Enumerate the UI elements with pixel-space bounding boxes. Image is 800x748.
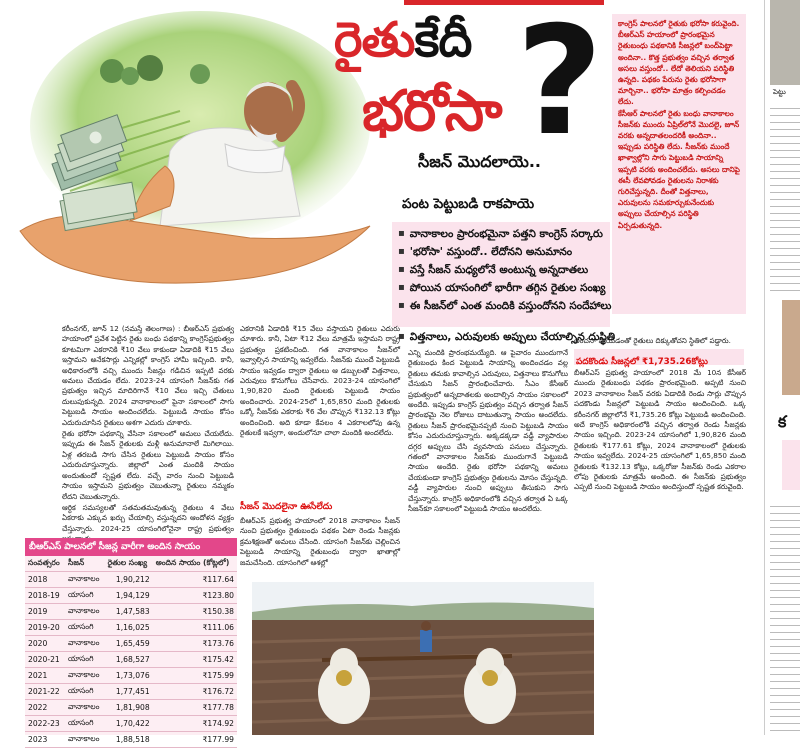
subtitle-investment: పంట పెట్టుబడి రాకపాయె [402, 196, 535, 212]
table-cell: ₹111.06 [153, 620, 237, 636]
next-article-heading: క [778, 412, 787, 431]
table-cell: 1,16,025 [105, 620, 153, 636]
headline-word-kedi: కేదీ [414, 12, 472, 68]
field-photo [252, 582, 594, 735]
bullet-text: పోయిన యాసంగిలో భారీగా తగ్గిన రైతుల సంఖ్య [409, 282, 606, 294]
table-cell: 2021 [25, 668, 65, 684]
table-cell: ₹117.64 [153, 572, 237, 588]
table-row [25, 604, 237, 620]
table-cell: 1,65,459 [105, 636, 153, 652]
table-cell: 1,88,518 [105, 732, 153, 748]
bullet-dot-icon: ▪ [398, 331, 405, 342]
section-heading-eleven-seasons [574, 349, 744, 365]
table-cell: 2020-21 [25, 652, 65, 668]
sidebar-quote [612, 14, 746, 314]
table-cell: ₹123.80 [153, 588, 237, 604]
article-column-2 [240, 324, 400, 502]
table-row [25, 588, 237, 604]
next-article-photo-top [770, 0, 800, 85]
article-paragraph: కరీంనగర్, జూన్ 12 (నమస్తే తెలంగాణ) : బీఆర్ఎస్ ప్రభుత్వ హయాంలో ప్రవేశ పెట్టిన రైతు బంధు పథకాన్ని కాంగ్రెస్‌ప్రభుత్వం కూటమిగా ఎకరానికి ₹10 వేలు కాకుండా ఏడాదికి ₹15 వేలు ఇస్తామని అనేకసార్లు ఎన్నికల్లో కాంగ్రెస్ హామీ ఇచ్చింది. కానీ, అధికారంలోకి వచ్చి ముందు సీజన్లు గడిచిన ఇప్పటి వరకు అమలు చేయడం లేదు. 2023-24 యాసంగి సీజన్‌కు గత ప్రభుత్వం ఇచ్చిన మాదిరిగానే ₹10 వేలు ఇచ్చి చేతులు దులుపుకున్నది. 2024 వానాకాలంలో పైనా సకాలంలో సాగు పెట్టుబడి సాయం అందించలేదు. పెట్టుబడి సాయం కోసం ఎదురుచూసిన రైతులు ఆశగా ఎదురు చూశారు. [62, 324, 234, 427]
table-row [25, 732, 237, 748]
bullet-text: ఈ సీజన్‌లో ఎంత మందికి వస్తుందోనని సందేహాలు [409, 300, 612, 312]
table-cell: 1,47,583 [105, 604, 153, 620]
table-row [25, 652, 237, 668]
bullet-text: 'భరోసా' వస్తుందో.. లేదోనని అనుమానం [409, 246, 573, 258]
table-cell: వానాకాలం [65, 572, 105, 588]
subtitle-season: సీజన్ మొదలాయె.. [418, 152, 541, 171]
table-cell: 2019-20 [25, 620, 65, 636]
table-row [25, 668, 237, 684]
season-table [25, 538, 237, 744]
table-header-cell: సీజన్ [65, 556, 105, 572]
bullet-text: వస్తే సీజన్ మధ్యలోనే అంటున్న అన్నదాతలు [409, 264, 589, 276]
headline-line2: భరోసా [362, 79, 502, 144]
table-cell: వానాకాలం [65, 732, 105, 748]
bullet-dot-icon: ▪ [398, 282, 405, 293]
table-row [25, 636, 237, 652]
sidebar-quote-para: కాంగ్రెస్ పాలనలో రైతుకు భరోసా కరువైంది. బీఆర్ఎస్ హయాంలో ప్రారంభమైన రైతుబంధు పథకానికి సీజన్లలో బంద్‌పెట్టా అందినా.. కొత్త ప్రభుత్వం వచ్చిన తర్వాత అసలు వస్తుందో.. లేదో తెలియని పరిస్థితి ఉన్నది. పథకం పేరును రైతు భరోసాగా మార్చినా.. భరోసా మాత్రం కల్పించడం లేదు. [618, 19, 740, 107]
table-cell: వానాకాలం [65, 700, 105, 716]
table-row [25, 684, 237, 700]
article-paragraph: రైతు భరోసా పథకాన్ని వేసినా సకాలంలో అమలు చేయలేదు. ఇప్పుడు ఈ సీజన్ రైతులకు మళ్లీ అనుమానాలే మిగిలాయి. ఏళ్ల తరబడి సాగు చేసిన రైతులు పెట్టుబడి సాయం కోసం ఎదురుచూస్తున్నారు. జిల్లాలో ఎంత మందికి సాయం అందుతుందో స్పష్టత లేదు. వచ్చే వారం నుంచి పెట్టుబడి సాయం ఇస్తామని ప్రభుత్వం చెబుతున్నా రైతులు నమ్మకం లేదని చెబుతున్నారు. [62, 429, 234, 501]
article-column-4 [574, 336, 746, 348]
bullet-dot-icon: ▪ [398, 246, 405, 257]
article-paragraph: బీఆర్ఎస్ ప్రభుత్వ హయాంలో 2018 మే 10న కేసీఆర్ ముందు రైతుబంధు పథకం ప్రారంభమైంది. అప్పటి నుంచి 2023 వానాకాలం సీజన్ వరకు ఏడాదికి రెండు సార్లు చొప్పున పదకొండు సీజన్లలో పెట్టుబడి సాయం అందించింది. ఒక్క కరీంనగర్ జిల్లాలోనే ₹1,735.26 కోట్లు పెట్టుబడి అందించింది. అదే కాంగ్రెస్ అధికారంలోకి వచ్చిన తర్వాత రెండు సీజన్లకు సాయం ఇచ్చింది. 2023-24 యాసంగిలో 1,90,826 మంది రైతులకు ₹177.61 కోట్లు, 2024 వానాకాలంలో రైతులకు సాయం ఇవ్వలేదు. 2024-25 యాసంగిలో 1,65,850 మంది రైతులకు ₹132.13 కోట్లు, ఒక్కరోజు సీజన్‌కు రెండు ఎకరాల లోపు రైతులకు మాత్రమే అందింది. ఈ సీజన్‌కు ప్రభుత్వం ఎప్పటి నుంచి పెట్టుబడి సాయం అందిస్తుందో స్పష్టత కరువైంది. [574, 368, 746, 492]
table-row [25, 572, 237, 588]
table-cell: వానాకాలం [65, 636, 105, 652]
table-cell: 1,90,212 [105, 572, 153, 588]
table-header-cell: అందిన సాయం (కోట్లలో) [153, 556, 237, 572]
table-row [25, 716, 237, 732]
table-cell: 1,81,908 [105, 700, 153, 716]
article-paragraph: ఎన్ని మందికి ప్రారంభమయ్యేది. ఆ పైవారం ముందుగానే రైతుబంధు కింద పెట్టుబడి సాయాన్ని అందించడం వల్ల రైతులు తమకు కావాల్సిన ఎరువులు, విత్తనాలు కొనుగోలు చేసుకుని సీజన్ ప్రారంభించేవారు. సీఎం కేసీఆర్ ప్రభుత్వంలో అన్నదాతలకు అందాల్సిన సాయం సకాలంలో అందేది. ఇప్పుడు కాంగ్రెస్ ప్రభుత్వం వచ్చిన తర్వాత సీజన్ ప్రారంభమై నెల రోజులు దాటుతున్నా సాయం అందలేదు. రైతులు సీజన్ ప్రారంభమైనప్పటి నుంచి పెట్టుబడి సాయం కోసం ఎదురుచూస్తున్నారు. అక్కడక్కడా వడ్డీ వ్యాపారుల దగ్గర అప్పులు చేసి వ్యవసాయ పనులు చేస్తున్నారు. గతంలో వానాకాలం సీజన్‌కు ముందుగానే పెట్టుబడి సాయం అందేది. రైతు భరోసా పథకాన్ని అమలు చేయకుండా కాంగ్రెస్ ప్రభుత్వం రైతులను మోసం చేస్తున్నది. వడ్డీ వ్యాపారుల నుంచి అప్పులు తీసుకుని సాగు చేస్తున్నారు. కాంగ్రెస్ అధికారంలోకి వచ్చిన తర్వాత ఏ ఒక్క సీజన్‌కూ సకాలంలో పెట్టుబడి సాయం అందలేదు. [408, 348, 568, 514]
table-cell: 1,70,422 [105, 716, 153, 732]
section-heading-text: పదకొండు సీజన్లలో ₹1,735.26కోట్లు [576, 357, 708, 367]
headline [312, 0, 612, 169]
headline-line1 [334, 10, 471, 70]
next-article-bullets [782, 440, 800, 490]
bullet-dot-icon: ▪ [398, 264, 405, 275]
bullet-item [398, 298, 610, 316]
table-cell: 1,73,076 [105, 668, 153, 684]
table-cell: యాసంగి [65, 652, 105, 668]
table-cell: 2020 [25, 636, 65, 652]
bullet-text: వానాకాలం ప్రారంభమైనా పత్తని కాంగ్రెస్ సర్కారు [409, 228, 603, 240]
table-cell: యాసంగి [65, 716, 105, 732]
next-article-photo-mid [782, 300, 800, 395]
bullet-dot-icon: ▪ [398, 300, 405, 311]
table-header-row [25, 556, 237, 572]
table-cell: 2019 [25, 604, 65, 620]
table-cell: యాసంగి [65, 588, 105, 604]
table-header-cell: సంవత్సరం [25, 556, 65, 572]
table-cell: ₹177.99 [153, 732, 237, 748]
sidebar-quote-para: కేసీఆర్ పాలనలో రైతు బంధు వానాకాలం సీజన్‌కు ముందు ఏప్రిల్‌లోనే మొదలై, జూన్ వరకు అన్నదాతలందరికీ అందినా.. ఇప్పుడు పరిస్థితి లేదు. సీజన్‌కు ముందే ఖాళ్వాల్లోని సాగు పెట్టుబడి సాయాన్ని ఇప్పటి వరకు అందించలేదు. అసలు దానిపై ఈసీ లేవపోవడం రైతులను నిరాశకు గురిచేస్తున్నది. దీంతో విత్తనాలు, ఎరువులను సమకూర్చుకునేందుకు అప్పులు చేయాల్సిన పరిస్థితి ఏర్పడుతున్నది. [618, 108, 740, 230]
table-cell: వానాకాలం [65, 604, 105, 620]
table-cell: ₹150.38 [153, 604, 237, 620]
next-article-text-lower [770, 500, 800, 735]
table-title: బీఆర్ఎస్ పాలనలో సీజన్ల వారీగా అందిన సాయం [25, 538, 237, 556]
table-cell: వానాకాలం [65, 668, 105, 684]
bullet-item [398, 244, 610, 262]
table-row [25, 620, 237, 636]
bullet-item [398, 226, 610, 244]
article-paragraph: ఆర్థిక సమస్యలతో సతమతమవుతున్న రైతులు 4 వేలు ఏకరాకు ఎక్కువ ఖర్చు చేయాల్సి వస్తున్నదని ఆందోళన వ్యక్తం చేస్తున్నారు. 2024-25 యాసంగిలోనైనా రాష్ట్ర ప్రభుత్వం [62, 502, 234, 533]
article-paragraph: అంచనా పోయడంతో రైతులు దిక్కుతోచని స్థితిలో పడ్డారు. [574, 336, 731, 345]
article-column-4-lower [574, 368, 746, 678]
headline-word-raithu: రైతు [334, 12, 415, 68]
question-mark: ? [516, 0, 604, 169]
table-cell: 2018 [25, 572, 65, 588]
season-data-table [25, 556, 237, 748]
oxen-plough-photo [252, 582, 594, 735]
table-cell: 2022-23 [25, 716, 65, 732]
column-rule [764, 0, 765, 735]
next-article-caption: పెట్టు [773, 88, 786, 96]
bullet-text: విత్తనాలు, ఎరువులకు అప్పులు చేయాల్సిన దుస్థితి [409, 331, 616, 343]
table-header-cell: రైతుల సంఖ్య [105, 556, 153, 572]
table-cell: 2022 [25, 700, 65, 716]
table-cell: ₹176.72 [153, 684, 237, 700]
table-row [25, 700, 237, 716]
article-paragraph: బీఆర్ఎస్ ప్రభుత్వ హయాంలో 2018 వానాకాలం సీజన్ నుంచి ప్రభుత్వం రైతుబంధు పథకం ఏటా రెండు సీజన్లకు క్రమశిక్షణతో అమలు చేసింది. యాసంగి సీజన్‌కు చెల్లించిన పెట్టుబడి సాయాన్ని రైతుబంధు ద్వారా ఖాతాల్లో జమచేసింది. యాసంగిలో ఆశల్లో [240, 516, 400, 567]
table-cell: యాసంగి [65, 684, 105, 700]
article-column-1 [62, 324, 234, 533]
table-cell: ₹174.92 [153, 716, 237, 732]
table-cell: ₹175.42 [153, 652, 237, 668]
table-cell: 1,77,451 [105, 684, 153, 700]
table-cell: ₹173.76 [153, 636, 237, 652]
top-strip [0, 0, 290, 6]
table-cell: 2021-22 [25, 684, 65, 700]
table-cell: ₹177.78 [153, 700, 237, 716]
table-cell: 1,68,527 [105, 652, 153, 668]
table-cell: 2023 [25, 732, 65, 748]
bullet-box [392, 222, 610, 327]
table-cell: 1,94,129 [105, 588, 153, 604]
bullet-item [398, 280, 610, 298]
next-article-text [770, 102, 800, 297]
bullet-item [398, 262, 610, 280]
article-column-2-lower [240, 516, 400, 578]
article-column-3 [408, 348, 568, 578]
table-cell: ₹175.99 [153, 668, 237, 684]
table-cell: యాసంగి [65, 620, 105, 636]
table-cell: 2018-19 [25, 588, 65, 604]
article-paragraph: ఎకరానికి ఏడాదికి ₹15 వేలు వస్తాయని రైతులు ఎదురు చూశారు. కానీ, ఏటా ₹12 వేలు మాత్రమే ఇస్తామని రాష్ట్ర ప్రభుత్వం ప్రకటించింది. గత వానాకాలం సీజన్‌లో ఇవ్వాల్సిన సాయాన్ని ఇవ్వలేదు. సీజన్‌కు ముందే పెట్టుబడి సాయం ఇవ్వడం ద్వారా రైతులు ఆ డబ్బులతో విత్తనాలు, ఎరువులు కొనుగోలు చేసేవారు. 2023-24 యాసంగిలో 1,90,820 మంది రైతులకు పెట్టుబడి సాయం అందించారు. 2024-25లో 1,65,850 మంది రైతులకు ఒక్కో సీజన్‌కు ఎకరాకు ₹6 వేల చొప్పున ₹132.13 కోట్లు అందించింది. అది కూడా కేవలం 4 ఎకరాలలోపు ఉన్న రైతులకే ఇవ్వగా, అందులోనూ చాలా మందికి అందలేదు. [240, 324, 400, 438]
bullet-dot-icon: ▪ [398, 228, 405, 239]
section-heading-season: సీజన్ మొదలైనా ఊసేలేదు [240, 502, 333, 512]
